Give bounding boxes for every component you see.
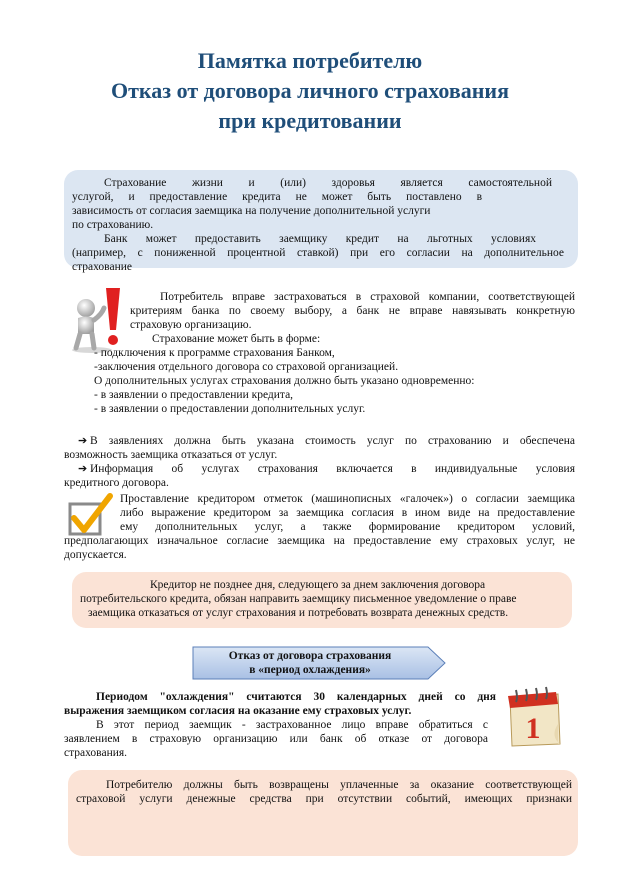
- calendar-icon: [500, 684, 566, 750]
- rights-line-9: - в заявлении о предоставлении дополнительных услуг.: [94, 403, 366, 415]
- intro-line-2: услугой, и предоставление кредита не может быть поставлено в: [72, 191, 482, 203]
- checkmarks-line-2: либо выражение кредитором за заемщика согласия в ином виде на предоставление: [120, 507, 575, 519]
- intro-line-7: страхование: [72, 261, 132, 273]
- banner-line-1: Отказ от договора страхования: [228, 650, 392, 662]
- checkmarks-line-4: предполагающих изначальное согласие заемщика на предоставление ему страховых услуг, не: [64, 535, 575, 547]
- note-2-line-1: Информация об услугах страхования включается в индивидуальные условия: [90, 463, 575, 475]
- intro-line-6: (например, с пониженной процентной ставкой) при его согласии на дополнительное: [72, 247, 564, 259]
- arrow-right-icon: ➔: [78, 435, 88, 447]
- rights-line-1: Потребитель вправе застраховаться в страховой компании, соответствующей: [160, 291, 575, 303]
- rights-line-6: -заключения отдельного договора со страховой организацией.: [94, 361, 399, 373]
- page-title: [0, 46, 620, 136]
- note-1-line-1: В заявлениях должна быть указана стоимость услуг по страхованию и обеспечена: [90, 435, 575, 447]
- title-line-2: Отказ от договора личного страхования: [111, 78, 509, 103]
- title-line-1: Памятка потребителю: [197, 48, 423, 73]
- calendar-day: 1: [525, 712, 541, 745]
- cooling-line-1: Периодом "охлаждения" считаются 30 календарных дней со дня: [96, 691, 496, 703]
- intro-line-3: зависимость от согласия заемщика на получение дополнительной услуги: [72, 205, 431, 217]
- rights-line-7: О дополнительных услугах страхования должно быть указано одновременно:: [94, 375, 475, 387]
- checkmarks-text: [0, 492, 620, 564]
- checkmarks-line-3: ему дополнительных услуг, а также формирование кредитором условий,: [120, 521, 575, 533]
- notice-line-1: Кредитор не позднее дня, следующего за днем заключения договора: [150, 579, 486, 591]
- notes: [0, 434, 620, 494]
- cooling-line-4: заявлением в страховую организацию или банк об отказе от договора: [64, 733, 488, 745]
- refund-line-1: Потребителю должны быть возвращены уплаченные за оказание соответствующей: [106, 779, 572, 791]
- checkmarks-line-1: Проставление кредитором отметок (машинописных «галочек») о согласии заемщика: [120, 493, 575, 505]
- cooling-line-2: выражения заемщиком согласия на оказание ему страховых услуг.: [64, 705, 412, 717]
- rights-line-5: - подключения к программе страхования Банком,: [94, 347, 335, 359]
- notice-text: [72, 578, 572, 622]
- rights-line-8: - в заявлении о предоставлении кредита,: [94, 389, 294, 401]
- note-1-line-2: возможность заемщика отказаться от услуг.: [64, 449, 278, 461]
- banner-text: [192, 649, 428, 677]
- checkmarks-line-5: допускается.: [64, 549, 127, 561]
- rights-line-4: Страхование может быть в форме:: [152, 333, 321, 345]
- arrow-right-icon: ➔: [78, 463, 88, 475]
- refund-text: [68, 778, 578, 812]
- rights-text: [0, 290, 620, 420]
- notice-line-2: потребительского кредита, обязан направить заемщику письменное уведомление о праве: [80, 593, 517, 605]
- refund-line-2: страховой услуги денежные средства при отсутствии событий, имеющих признаки: [76, 793, 572, 805]
- intro-line-4: по страхованию.: [72, 219, 154, 231]
- intro-line-5: Банк может предоставить заемщику кредит на льготных условиях: [104, 233, 536, 245]
- cooling-line-3: В этот период заемщик - застрахованное лицо вправе обратиться с: [96, 719, 488, 731]
- intro-line-1: Страхование жизни и (или) здоровья является самостоятельной: [104, 177, 552, 189]
- title-line-3: при кредитовании: [218, 108, 402, 133]
- note-2-line-2: кредитного договора.: [64, 477, 169, 489]
- cooling-line-5: страхования.: [64, 747, 128, 759]
- rights-line-2: критериям банка по своему выбору, а банк не вправе навязывать конкретную: [130, 305, 575, 317]
- rights-line-3: страховую организацию.: [130, 319, 252, 331]
- banner-line-2: в «период охлаждения»: [249, 664, 371, 676]
- notice-line-3: заемщика отказаться от услуг страхования и потребовать возврата денежных средств.: [88, 607, 509, 619]
